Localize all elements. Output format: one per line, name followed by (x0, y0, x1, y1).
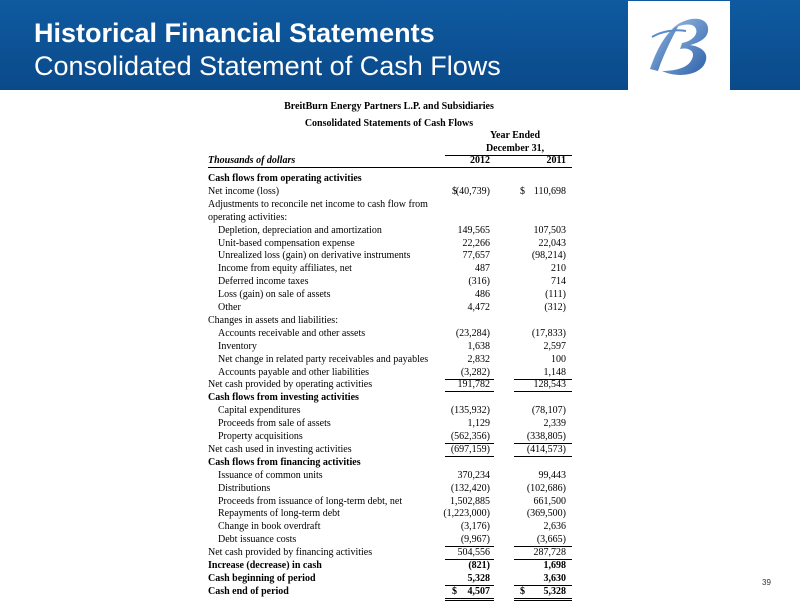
slide-title: Historical Financial Statements (34, 18, 435, 48)
value-2011: (369,500) (526, 508, 566, 520)
value-2012: (316) (468, 276, 490, 288)
page-number: 39 (762, 578, 771, 587)
table-row (0, 520, 800, 533)
column-2012-header: 2012 (470, 155, 490, 166)
table-row (0, 391, 800, 404)
table-row (0, 417, 800, 430)
value-2012: 77,657 (462, 250, 490, 262)
table-row (0, 353, 800, 366)
value-2012: (23,284) (455, 327, 490, 339)
row-label: Loss (gain) on sale of assets (218, 289, 331, 301)
row-label: Debt issuance costs (218, 534, 297, 546)
value-2012: 4,472 (467, 302, 490, 313)
table-row (0, 546, 800, 559)
slide-subtitle: Consolidated Statement of Cash Flows (34, 51, 501, 81)
table-row (0, 275, 800, 288)
table-row (0, 288, 800, 301)
row-label: Issuance of common units (218, 469, 323, 481)
table-row (0, 456, 800, 469)
value-2011: 107,503 (533, 224, 566, 236)
table-row (0, 340, 800, 353)
value-2012: 2,832 (467, 353, 490, 365)
value-2011: 99,443 (538, 469, 566, 481)
value-2012: (40,739) (455, 185, 490, 197)
value-2011: 2,597 (543, 340, 566, 352)
row-label: Cash flows from operating activities (208, 173, 362, 184)
value-2012: 486 (475, 289, 490, 301)
row-label: Capital expenditures (218, 405, 301, 417)
table-row (0, 430, 800, 443)
company-name: BreitBurn Energy Partners L.P. and Subsidiaries (284, 101, 494, 112)
value-2011: 2,636 (543, 521, 566, 533)
table-row (0, 443, 800, 456)
value-2012: (821) (468, 560, 490, 571)
value-2012: (132,420) (450, 482, 490, 494)
column-header-row (0, 154, 800, 167)
table-row (0, 482, 800, 495)
value-2011: 3,630 (543, 572, 566, 584)
value-2012: 504,556 (457, 547, 490, 559)
row-label: Deferred income taxes (218, 276, 309, 288)
value-2011: 100 (551, 353, 566, 365)
dollar-sign: $ (520, 585, 525, 597)
value-2012: 1,129 (467, 418, 490, 430)
row-label: Unrealized loss (gain) on derivative instruments (218, 250, 411, 262)
table-row (0, 314, 800, 327)
value-2011: (3,665) (536, 534, 566, 546)
column-2011-header: 2011 (546, 155, 566, 166)
row-label: Property acquisitions (218, 431, 303, 442)
row-label: Income from equity affiliates, net (218, 263, 352, 275)
row-label: Proceeds from issuance of long-term debt, net (218, 495, 403, 507)
value-2011: 2,339 (543, 418, 566, 430)
dollar-sign: $ (452, 585, 457, 597)
value-2011: (102,686) (526, 482, 566, 494)
value-2012: (697,159) (450, 443, 490, 455)
value-2012: (1,223,000) (443, 508, 490, 520)
table-row (0, 185, 800, 198)
row-label: Repayments of long-term debt (218, 508, 340, 520)
value-2012: 4,507 (467, 585, 490, 597)
row-label: Changes in assets and liabilities: (208, 314, 338, 326)
table-row (0, 404, 800, 417)
table-row (0, 507, 800, 520)
row-label: Unit-based compensation expense (218, 237, 355, 249)
table-row (0, 572, 800, 585)
row-label: Net income (loss) (208, 185, 280, 197)
value-2011: 661,500 (533, 495, 566, 507)
table-row (0, 249, 800, 262)
table-row (0, 301, 800, 314)
units-label: Thousands of dollars (208, 155, 296, 166)
row-label: Depletion, depreciation and amortization (218, 224, 382, 236)
table-row (0, 469, 800, 482)
row-label: Cash flows from investing activities (208, 392, 359, 404)
total-rule (514, 598, 572, 599)
row-label: Increase (decrease) in cash (208, 560, 322, 571)
row-label: Net cash used in investing activities (208, 443, 352, 455)
value-2012: 487 (475, 263, 490, 275)
value-2011: 5,328 (543, 585, 566, 597)
value-2012: 22,266 (462, 237, 490, 249)
row-label: operating activities: (208, 211, 288, 223)
table-row (0, 533, 800, 546)
row-label: Inventory (218, 340, 257, 352)
value-2012: 149,565 (457, 224, 490, 236)
value-2011: 1,148 (543, 366, 566, 378)
value-2011: 287,728 (533, 547, 566, 559)
row-label: Net cash provided by operating activities (208, 379, 373, 391)
value-2011: (111) (545, 289, 566, 301)
value-2012: (9,967) (460, 534, 490, 546)
value-2012: (135,932) (450, 405, 490, 417)
value-2012: (3,176) (460, 521, 490, 533)
value-2011: (78,107) (531, 405, 566, 417)
breitburn-logo-icon (628, 1, 730, 91)
row-label: Proceeds from sale of assets (218, 418, 331, 430)
table-row (0, 262, 800, 275)
value-2011: (312) (544, 302, 566, 313)
row-label: Cash flows from financing activities (208, 456, 361, 468)
row-label: Accounts receivable and other assets (218, 327, 366, 339)
value-2011: 714 (551, 276, 566, 288)
value-2011: 128,543 (533, 379, 566, 391)
value-2012: 1,502,885 (450, 495, 490, 507)
value-2012: (3,282) (460, 366, 490, 378)
table-row (0, 198, 800, 211)
value-2012: 5,328 (467, 572, 490, 584)
period-heading-1: Year Ended (489, 130, 541, 141)
total-rule (445, 598, 494, 599)
dollar-sign: $ (520, 185, 525, 197)
value-2011: (98,214) (531, 250, 566, 262)
header-rule (208, 167, 572, 168)
row-label: Net cash provided by financing activities (208, 547, 373, 559)
row-label: Distributions (218, 482, 271, 494)
value-2012: 370,234 (457, 469, 490, 481)
table-row (0, 224, 800, 237)
table-row (0, 495, 800, 508)
dollar-sign: $ (452, 185, 457, 197)
table-row (0, 211, 800, 224)
row-label: Adjustments to reconcile net income to cash flow from (208, 198, 428, 210)
table-row (0, 559, 800, 572)
value-2012: (562,356) (450, 431, 490, 442)
company-logo (628, 1, 730, 91)
value-2011: 1,698 (543, 560, 566, 571)
value-2011: (338,805) (526, 431, 566, 442)
table-row (0, 378, 800, 391)
row-label: Other (218, 302, 241, 313)
table-row (0, 585, 800, 598)
table-row (0, 327, 800, 340)
row-label: Cash beginning of period (208, 572, 316, 584)
value-2011: (17,833) (531, 327, 566, 339)
period-heading-2: December 31, (485, 143, 545, 154)
value-2012: 191,782 (457, 379, 490, 391)
row-label: Accounts payable and other liabilities (218, 366, 370, 378)
value-2011: (414,573) (526, 443, 566, 455)
row-label: Net change in related party receivables and payables (218, 353, 429, 365)
table-row (0, 172, 800, 185)
table-row (0, 237, 800, 250)
value-2011: 210 (551, 263, 566, 275)
row-label: Change in book overdraft (218, 521, 321, 533)
statement-name: Consolidated Statements of Cash Flows (304, 118, 474, 129)
value-2011: 22,043 (538, 237, 566, 249)
table-row (0, 366, 800, 379)
row-label: Cash end of period (208, 585, 289, 597)
value-2012: 1,638 (467, 340, 490, 352)
value-2011: 110,698 (533, 185, 566, 197)
